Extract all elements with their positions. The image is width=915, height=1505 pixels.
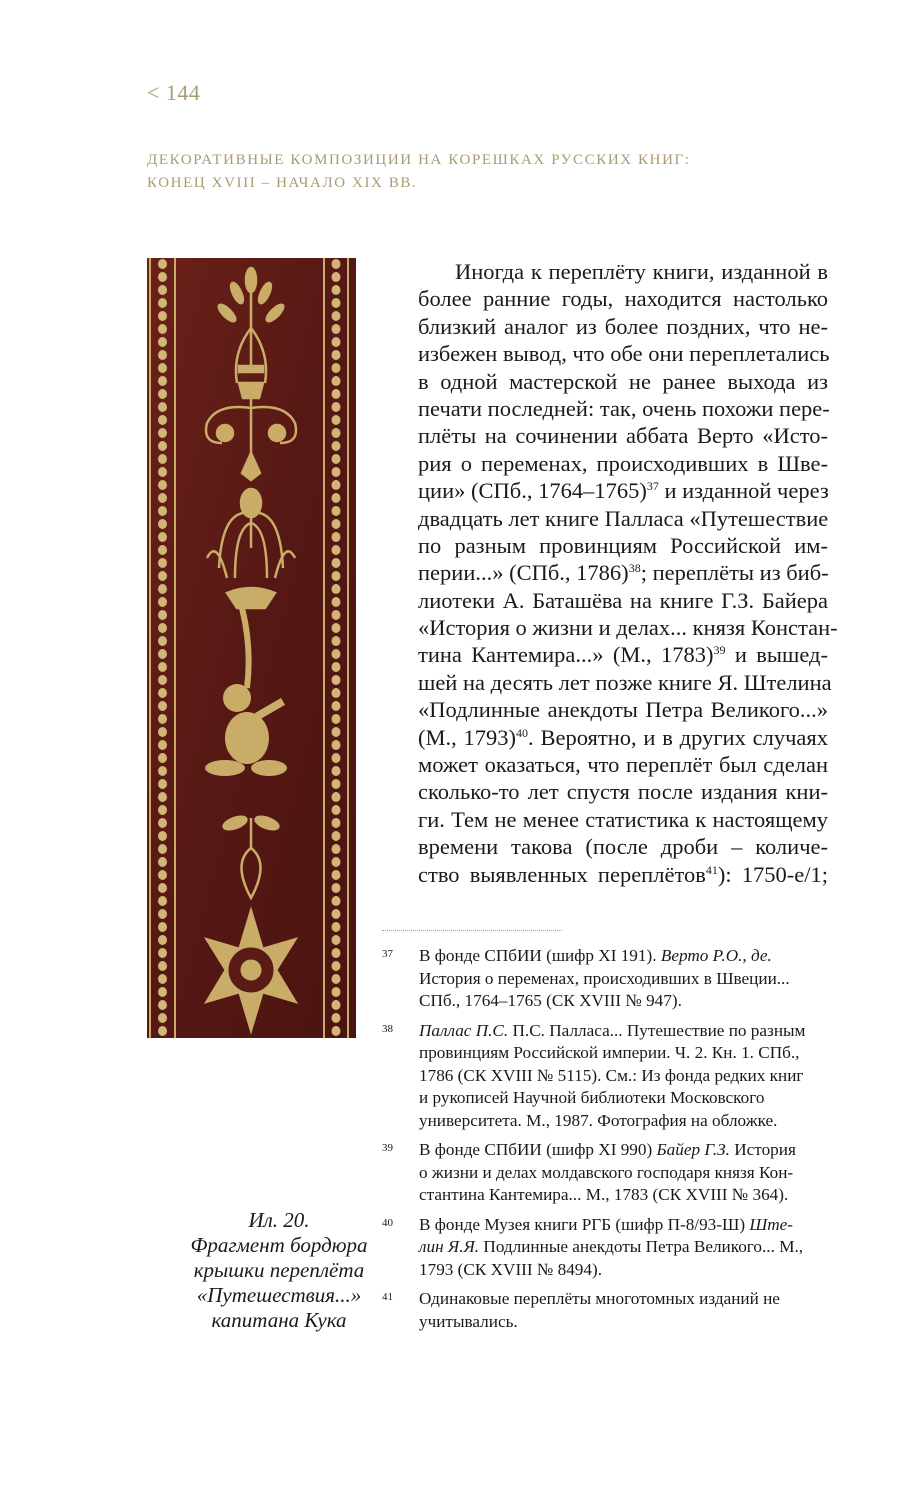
gilt-bead	[332, 792, 341, 802]
footnote-line: СПб., 1764–1765 (СК XVIII № 947).	[419, 991, 682, 1010]
footnote-run: Подлинные анекдоты Петра Великого... М.,	[479, 1237, 804, 1256]
gilt-bead	[332, 415, 341, 425]
text-line: «История о жизни и делах... князя Констан-	[418, 615, 838, 641]
gilt-bead	[158, 428, 167, 438]
text-line: сколько-то лет спустя после издания кни-	[418, 779, 828, 805]
footnote-line: История о переменах, происходивших в Швеции...	[419, 968, 790, 988]
text-run: и изданной через	[658, 478, 829, 504]
gilt-bead	[332, 727, 341, 737]
gilt-bead	[158, 402, 167, 412]
text-line: «Подлинные анекдоты Петра Великого...»	[418, 697, 828, 723]
gilt-bead	[332, 324, 341, 334]
footnote-number: 38	[382, 1022, 393, 1035]
text-run: ство выявленных переплётов	[418, 861, 706, 887]
gilt-bead	[158, 922, 167, 932]
gilt-bead	[158, 740, 167, 750]
gilt-bead	[158, 857, 167, 867]
gilt-bead	[332, 870, 341, 880]
gilt-bead	[158, 610, 167, 620]
footnote-text	[419, 1214, 832, 1282]
caption-line: Фрагмент бордюра	[190, 1233, 368, 1257]
footnote-ref[interactable]: 37	[646, 479, 659, 494]
gilt-bead	[332, 337, 341, 347]
footnote-divider	[382, 930, 562, 931]
footnote-ref[interactable]: 40	[516, 725, 529, 740]
text-line: по разным провинциям Российской им-	[418, 532, 828, 558]
gilt-bead	[158, 480, 167, 490]
text-line: печати последней: так, очень похожи пере-	[418, 395, 830, 421]
footnote-line	[419, 945, 832, 968]
gilt-bead	[332, 831, 341, 841]
gilt-bead	[332, 844, 341, 854]
gilt-bead	[158, 1013, 167, 1023]
footnote-line: о жизни и делах молдавского господаря князя Кон-	[419, 1162, 794, 1182]
gilt-bead	[332, 298, 341, 308]
text-line	[418, 724, 828, 751]
gilt-bead	[158, 987, 167, 997]
gilt-bead	[158, 623, 167, 633]
gilt-bead	[332, 545, 341, 555]
footnote-text	[419, 1288, 832, 1333]
gilt-bead	[332, 519, 341, 529]
caption-line: Ил. 20.	[248, 1208, 310, 1232]
gilt-bead	[332, 376, 341, 386]
gilt-bead	[332, 350, 341, 360]
text-line: ги. Тем не менее статистика к настоящему	[418, 806, 828, 832]
gilt-bead	[332, 402, 341, 412]
gilt-bead	[158, 571, 167, 581]
text-run: ; переплёты из биб-	[640, 560, 829, 586]
footnote-ref[interactable]: 39	[713, 643, 726, 658]
gilt-bead	[158, 636, 167, 646]
footnote-line	[419, 1139, 832, 1162]
gilt-bead	[332, 272, 341, 282]
gilt-bead	[332, 805, 341, 815]
gilt-bead	[332, 636, 341, 646]
gilt-bead	[332, 480, 341, 490]
gilt-bead	[332, 597, 341, 607]
footnote-40	[382, 1214, 832, 1282]
footnote-line	[419, 1236, 832, 1259]
gilt-bead	[158, 337, 167, 347]
gilt-bead	[332, 363, 341, 373]
gilt-bead	[158, 324, 167, 334]
running-title	[147, 149, 767, 195]
gilt-bead	[158, 662, 167, 672]
footnote-run: История	[729, 1140, 796, 1159]
footnote-line	[419, 1214, 832, 1237]
caption-line: крышки переплёта	[193, 1258, 365, 1282]
gilt-bead	[332, 428, 341, 438]
gilt-bead	[158, 792, 167, 802]
gilt-bead	[158, 532, 167, 542]
footnote-run: В фонде СПбИИ (шифр XI 191).	[419, 946, 661, 965]
footnote-ref[interactable]: 41	[705, 862, 718, 877]
gilt-bead	[332, 1026, 341, 1036]
gilt-bead	[158, 896, 167, 906]
gilt-bead	[158, 714, 167, 724]
footnote-run: П.С. Палласа... Путешествие по разным	[508, 1020, 806, 1040]
gilt-bead	[158, 844, 167, 854]
text-line: близкий аналог из более поздних, что не-	[418, 313, 828, 339]
footnote-author: Байер Г.З.	[656, 1140, 730, 1159]
gilt-bead	[158, 584, 167, 594]
text-run: ): 1750-е/1;	[717, 861, 828, 887]
gilt-bead	[332, 662, 341, 672]
gilt-bead	[332, 896, 341, 906]
text-run: . Вероятно, и в других случаях	[528, 724, 828, 750]
gilt-bead	[332, 259, 341, 269]
footnote-author: Верто Р.О., де.	[660, 946, 772, 965]
gilt-bead	[158, 298, 167, 308]
gilt-bead	[332, 922, 341, 932]
gilt-bead	[158, 454, 167, 464]
text-line: избежен вывод, что обе они переплетались	[418, 341, 830, 367]
footnote-ref[interactable]: 38	[628, 561, 641, 576]
footnote-line: провинциям Российской империи. Ч. 2. Кн. 1. СПб.,	[419, 1043, 800, 1062]
footnote-line: стантина Кантемира... М., 1783 (СК XVIII № 364).	[419, 1185, 789, 1204]
gilt-bead	[158, 948, 167, 958]
gilt-ornament-image	[147, 258, 356, 1038]
gilt-bead	[158, 506, 167, 516]
text-run: перии...» (СПб., 1786)	[418, 560, 629, 586]
gilt-bead	[332, 961, 341, 971]
gilt-bead	[332, 610, 341, 620]
gilt-bead	[332, 506, 341, 516]
gilt-bead	[158, 701, 167, 711]
gilt-bead	[158, 272, 167, 282]
footnote-author: Ште-	[749, 1214, 794, 1234]
text-run: и вышед-	[725, 642, 829, 668]
gilt-bead	[332, 948, 341, 958]
footnote-37	[382, 945, 832, 1013]
gilt-bead	[158, 311, 167, 321]
footnote-line: университета. М., 1987. Фотография на обложке.	[419, 1110, 778, 1130]
figure-caption	[147, 1208, 411, 1333]
gilt-bead	[158, 493, 167, 503]
footnote-39	[382, 1139, 832, 1207]
gilt-bead	[332, 701, 341, 711]
gilt-bead	[158, 727, 167, 737]
page-number: < 144	[147, 80, 201, 105]
footnote-line: Одинаковые переплёты многотомных изданий не	[419, 1289, 780, 1308]
gilt-bead	[158, 883, 167, 893]
gilt-bead	[158, 870, 167, 880]
gilt-bead	[332, 467, 341, 477]
text-line	[418, 861, 828, 888]
gilt-bead	[332, 714, 341, 724]
gilt-bead	[332, 935, 341, 945]
gilt-bead	[158, 558, 167, 568]
gilt-bead	[332, 766, 341, 776]
gilt-bead	[158, 818, 167, 828]
text-line: в одной мастерской не ранее выхода из	[418, 368, 828, 394]
gilt-bead	[332, 558, 341, 568]
text-run: ции» (СПб., 1764–1765)	[418, 478, 647, 504]
gilt-bead	[158, 909, 167, 919]
gilt-bead	[158, 1000, 167, 1010]
text-line: лиотеки А. Баташёва на книге Г.З. Байера	[418, 587, 828, 613]
footnote-author: Паллас П.С.	[419, 1020, 509, 1040]
gilt-bead	[332, 974, 341, 984]
text-line: более ранние годы, находится настолько	[418, 286, 828, 312]
gilt-bead	[332, 753, 341, 763]
gilt-bead	[332, 1013, 341, 1023]
footnote-text	[419, 1139, 832, 1207]
gilt-bead	[332, 857, 341, 867]
gilt-bead	[332, 454, 341, 464]
text-line: шей на десять лет позже книге Я. Штелина	[418, 669, 832, 695]
gilt-bead	[332, 389, 341, 399]
gilt-bead	[158, 688, 167, 698]
gilt-bead	[332, 987, 341, 997]
gilt-bead	[158, 1026, 167, 1036]
footnote-38	[382, 1020, 832, 1133]
gilt-bead	[332, 779, 341, 789]
gilt-bead	[158, 350, 167, 360]
text-line	[418, 477, 828, 504]
gilt-bead	[332, 818, 341, 828]
footnote-41	[382, 1288, 832, 1333]
gilt-bead	[332, 532, 341, 542]
gilt-bead	[332, 883, 341, 893]
gilt-bead	[332, 623, 341, 633]
gilt-bead	[158, 376, 167, 386]
gilt-bead	[332, 649, 341, 659]
caption-line: капитана Кука	[211, 1308, 347, 1332]
footnotes	[382, 945, 832, 1340]
gilt-bead	[158, 467, 167, 477]
footnote-run: В фонде СПбИИ (шифр XI 990)	[419, 1140, 657, 1159]
gilt-bead	[158, 974, 167, 984]
gilt-bead	[158, 285, 167, 295]
footnote-number: 37	[382, 948, 393, 960]
text-run: (М., 1793)	[418, 724, 517, 750]
main-paragraph	[418, 258, 838, 888]
footnote-author: лин Я.Я.	[419, 1237, 480, 1256]
gilt-bead	[332, 1000, 341, 1010]
gilt-bead	[158, 519, 167, 529]
gilt-bead	[332, 311, 341, 321]
running-title-line: ДЕКОРАТИВНЫЕ КОМПОЗИЦИИ НА КОРЕШКАХ РУССКИХ КНИГ:	[147, 152, 691, 168]
book-border-illustration	[147, 258, 356, 1038]
gilt-bead	[158, 649, 167, 659]
gilt-bead	[332, 285, 341, 295]
footnote-text	[419, 945, 832, 1013]
text-line: рия о переменах, происходивших в Шве-	[418, 450, 828, 476]
text-line: Иногда к переплёту книги, изданной в	[455, 259, 828, 284]
gilt-bead	[332, 584, 341, 594]
text-line: может оказаться, что переплёт был сделан	[418, 752, 828, 778]
running-title-line: КОНЕЦ XVIII – НАЧАЛО XIX ВВ.	[147, 175, 418, 191]
text-line	[418, 559, 828, 586]
gilt-bead	[158, 545, 167, 555]
gilt-bead	[158, 363, 167, 373]
gilt-bead	[332, 493, 341, 503]
gilt-bead	[332, 688, 341, 698]
footnote-number: 39	[382, 1142, 393, 1154]
gilt-bead	[332, 740, 341, 750]
gilt-bead	[158, 961, 167, 971]
gilt-bead	[158, 831, 167, 841]
text-line	[418, 641, 828, 668]
text-line: двадцать лет книге Палласа «Путешествие	[418, 505, 829, 531]
text-run: тина Кантемира...» (М., 1783)	[418, 642, 714, 668]
footnote-line: 1793 (СК XVIII № 8494).	[419, 1259, 603, 1279]
footnote-run: В фонде Музея книги РГБ (шифр П-8/93-Ш)	[419, 1214, 750, 1234]
gilt-bead	[158, 766, 167, 776]
gilt-bead	[332, 571, 341, 581]
gilt-bead	[332, 441, 341, 451]
gilt-bead	[158, 597, 167, 607]
text-line: времени такова (после дроби – количе-	[418, 834, 828, 860]
footnote-line: 1786 (СК XVIII № 5115). См.: Из фонда редких книг	[419, 1065, 804, 1085]
gilt-bead	[158, 935, 167, 945]
gilt-bead	[158, 675, 167, 685]
text-line: плёты на сочинении аббата Верто «Исто-	[418, 423, 828, 449]
footnote-text	[419, 1020, 832, 1133]
gilt-bead	[158, 259, 167, 269]
gilt-bead	[158, 805, 167, 815]
footnote-line	[419, 1020, 832, 1043]
caption-line: «Путешествия...»	[196, 1283, 362, 1307]
gilt-bead	[158, 441, 167, 451]
footnote-line: и рукописей Научной библиотеки Московского	[419, 1088, 765, 1107]
gilt-bead	[158, 415, 167, 425]
gilt-bead	[332, 909, 341, 919]
footnote-number: 40	[382, 1216, 393, 1229]
gilt-bead	[158, 779, 167, 789]
footnote-number: 41	[382, 1291, 393, 1303]
gilt-bead	[158, 753, 167, 763]
gilt-bead	[332, 675, 341, 685]
gilt-bead	[158, 389, 167, 399]
footnote-line: учитывались.	[419, 1311, 518, 1331]
